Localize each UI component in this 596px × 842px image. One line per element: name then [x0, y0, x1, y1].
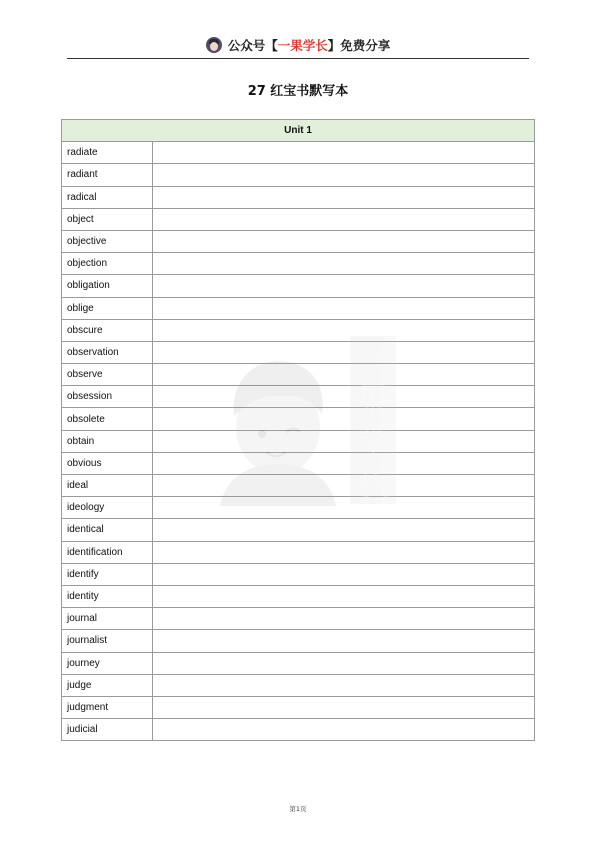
answer-cell[interactable] [153, 386, 535, 408]
answer-cell[interactable] [153, 475, 535, 497]
word-cell: journey [62, 652, 153, 674]
answer-cell[interactable] [153, 142, 535, 164]
table-row [62, 208, 535, 230]
watermark-char: 长 [356, 465, 390, 505]
word-cell: observation [62, 341, 153, 363]
answer-cell[interactable] [153, 275, 535, 297]
table-row [62, 519, 535, 541]
word-cell: identify [62, 563, 153, 585]
table-row [62, 253, 535, 275]
unit-header-row [62, 120, 535, 142]
word-cell: journal [62, 608, 153, 630]
table-row [62, 452, 535, 474]
watermark-char: 学 [356, 423, 390, 463]
answer-cell[interactable] [153, 652, 535, 674]
watermark-char: 一 [356, 339, 390, 379]
answer-cell[interactable] [153, 541, 535, 563]
answer-cell[interactable] [153, 186, 535, 208]
watermark-char: 果 [356, 381, 390, 421]
table-row [62, 585, 535, 607]
word-cell: observe [62, 364, 153, 386]
table-row [62, 164, 535, 186]
word-rows [62, 142, 535, 741]
table-row [62, 541, 535, 563]
brand-suffix: 免费分享 [340, 38, 391, 53]
table-row [62, 563, 535, 585]
table-row [62, 630, 535, 652]
table-row [62, 696, 535, 718]
answer-cell[interactable] [153, 719, 535, 741]
brand-bracket-open: 【 [265, 38, 278, 53]
word-cell: obscure [62, 319, 153, 341]
answer-cell[interactable] [153, 585, 535, 607]
word-cell: judicial [62, 719, 153, 741]
word-cell: ideal [62, 475, 153, 497]
brand-prefix: 公众号 [227, 38, 266, 53]
answer-cell[interactable] [153, 608, 535, 630]
page-header [0, 34, 596, 56]
word-cell: judge [62, 674, 153, 696]
answer-cell[interactable] [153, 253, 535, 275]
document-title: 27 红宝书默写本 [247, 84, 349, 99]
word-cell: oblige [62, 297, 153, 319]
word-cell: obsolete [62, 408, 153, 430]
answer-cell[interactable] [153, 341, 535, 363]
answer-cell[interactable] [153, 364, 535, 386]
word-cell: judgment [62, 696, 153, 718]
word-cell: journalist [62, 630, 153, 652]
table-row [62, 674, 535, 696]
answer-cell[interactable] [153, 230, 535, 252]
word-cell: identification [62, 541, 153, 563]
unit-label: Unit 1 [62, 120, 535, 142]
answer-cell[interactable] [153, 674, 535, 696]
table-row [62, 719, 535, 741]
word-cell: obvious [62, 452, 153, 474]
avatar-icon [206, 37, 222, 53]
answer-cell[interactable] [153, 297, 535, 319]
table-row [62, 652, 535, 674]
word-cell: obsession [62, 386, 153, 408]
answer-cell[interactable] [153, 519, 535, 541]
answer-cell[interactable] [153, 430, 535, 452]
brand-name: 一果学长 [277, 38, 328, 53]
answer-cell[interactable] [153, 164, 535, 186]
answer-cell[interactable] [153, 696, 535, 718]
table-row [62, 230, 535, 252]
table-row [62, 386, 535, 408]
table-row [62, 142, 535, 164]
table-row [62, 275, 535, 297]
answer-cell[interactable] [153, 630, 535, 652]
word-cell: object [62, 208, 153, 230]
answer-cell[interactable] [153, 563, 535, 585]
table-row [62, 341, 535, 363]
word-cell: identity [62, 585, 153, 607]
word-cell: radiate [62, 142, 153, 164]
answer-cell[interactable] [153, 452, 535, 474]
brand-bracket-close: 】 [327, 38, 341, 53]
table-row [62, 297, 535, 319]
header-divider [67, 58, 529, 59]
answer-cell[interactable] [153, 319, 535, 341]
word-cell: objective [62, 230, 153, 252]
table-row [62, 608, 535, 630]
answer-cell[interactable] [153, 497, 535, 519]
word-cell: radical [62, 186, 153, 208]
word-cell: identical [62, 519, 153, 541]
vocabulary-table [61, 119, 535, 741]
table-row [62, 408, 535, 430]
table-row [62, 497, 535, 519]
table-row [62, 319, 535, 341]
word-cell: obtain [62, 430, 153, 452]
answer-cell[interactable] [153, 408, 535, 430]
table-row [62, 430, 535, 452]
table-row [62, 475, 535, 497]
word-cell: radiant [62, 164, 153, 186]
word-cell: ideology [62, 497, 153, 519]
answer-cell[interactable] [153, 208, 535, 230]
table-row [62, 364, 535, 386]
page-number: 第1页 [289, 805, 307, 813]
word-cell: objection [62, 253, 153, 275]
word-cell: obligation [62, 275, 153, 297]
table-row [62, 186, 535, 208]
